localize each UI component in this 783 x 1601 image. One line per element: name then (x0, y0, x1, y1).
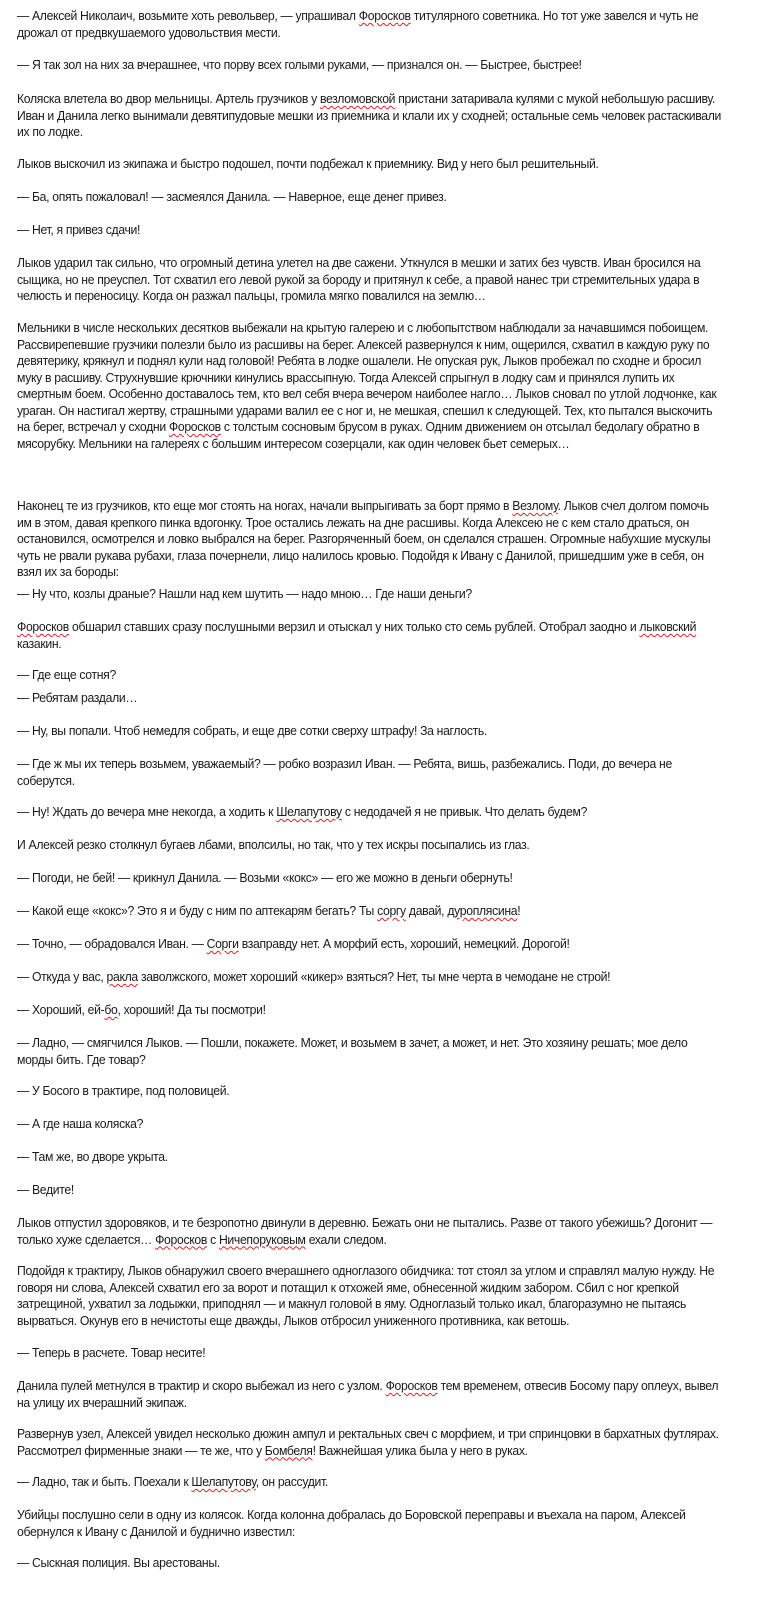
text-run: взаправду нет. А морфий есть, хороший, немецкий. Дорогой! (238, 936, 570, 951)
paragraph (17, 1035, 724, 1068)
text-run: Лыков ударил так сильно, что огромный детина улетел на две сажени. Уткнулся в мешки и затих без чувств. Иван бросился на сыщика, но не преуспел. Тот схватил его левой рукой за бороду и притянул к себе, а правой нанес три стремительных удара в челюсть и переносицу. Когда он разжал пальцы, громила мягко повалился на землю… (17, 255, 701, 303)
text-run: , он рассудит. (255, 1474, 329, 1489)
text-run: ехали следом. (305, 1231, 387, 1247)
misspelled-word[interactable]: Форосков (385, 1378, 438, 1393)
text-run: с толстым сосновым брусом в руках. Одним движением он отсылал бедолагу обратно в мясорубку. Мельники на галереях с большим интересом созерцали, как один человек бьет семерых… (17, 419, 700, 451)
text-run: Данила пулей метнулся в трактир и скоро выбежал из него с узлом. (17, 1378, 386, 1393)
text-run: — Где еще сотня? (17, 667, 116, 682)
paragraph (17, 1182, 724, 1199)
text-run: — Алексей Николаич, возьмите хоть револьвер, — упрашивал (17, 8, 359, 23)
misspelled-word[interactable]: бо (104, 1002, 118, 1017)
misspelled-word[interactable]: Ничепоруковым (218, 1231, 306, 1247)
text-run: — Теперь в расчете. Товар несите! (17, 1345, 206, 1360)
text-run: давай, (405, 903, 448, 918)
text-run: . Лыков счел долгом помочь им в этом, давая крепкого пинка вдогонку. Трое остались лежать на дне расшивы. Когда Алексею не с кем стало драться, он остановился, осмотрелся и ловко выбрался на берег. Разгоряченный боем, он сделался страшен. Огромные набухшие мускулы чуть не рвали рукава рубахи, глаза почернели, лицо налилось кровью. Подойдя к Ивану с Данилой, пришедшим уже в себя, он взял их за бороды: (17, 498, 711, 579)
paragraph (17, 619, 724, 652)
paragraph (17, 1378, 724, 1411)
text-run: — Ну что, козлы драные? Нашли над кем шутить — надо мною… Где наши деньги? (17, 586, 472, 601)
paragraph (17, 57, 724, 74)
misspelled-word[interactable]: дуроплясина (447, 903, 518, 918)
text-run: ! (517, 903, 521, 918)
text-run: — Где ж мы их теперь возьмем, уважаемый? — робко возразил Иван. — Ребята, вишь, разбежались. Поди, до вечера не соберутся. (17, 756, 672, 788)
misspelled-word[interactable]: Форосков (155, 1231, 208, 1247)
text-run: Мельники в числе нескольких десятков выбежали на крытую галерею и с любопытством наблюдали за начавшимся побоищем. Рассвирепевшие грузчики полезли было из расшивы на берег. Алексей развернулся к ним, ощерился, схватил в каждую руку по девятерику, крякнул и поднял кули над головой! Ребята в лодке ошалели. Не опуская рук, Лыков пробежал по сходне и бросил муку в расшиву. Струхнувшие крючники кинулись врассыпную. Тогда Алексей спрыгнул в лодку сам и принялся лупить их смертным боем. Особенно доставалось тем, кто вел себя вчера вечером наиболее нагло… Лыков сновал по утлой лодчонке, как ураган. Он настигал жертву, страшными ударами валил ее с ног и, не мешкая, спешил к следующей. Тех, кто пытался выскочить на берег, встречал у сходни (17, 320, 717, 434)
misspelled-word[interactable]: Шелапутову (191, 1474, 256, 1489)
text-run: — Хороший, ей- (17, 1002, 105, 1017)
text-run: Наконец те из грузчиков, кто еще мог стоять на ногах, начали выпрыгивать за борт прямо в (17, 498, 513, 513)
text-run: — У Босого в трактире, под половицей. (17, 1083, 230, 1098)
text-run: Убийцы послушно сели в одну из колясок. Когда колонна добралась до Боровской переправы и въехала на паром, Алексей обернулся к Ивану с Данилой и буднично известил: (17, 1507, 686, 1539)
paragraph (17, 8, 724, 41)
text-run: — Ба, опять пожаловал! — засмеялся Данила. — Наверное, еще денег привез. (17, 189, 447, 204)
text-run: — Нет, я привез сдачи! (17, 222, 141, 237)
text-run: — Там же, во дворе укрыта. (17, 1149, 168, 1164)
paragraph (17, 1507, 724, 1540)
text-run: — Точно, — обрадовался Иван. — (17, 936, 207, 951)
paragraph (17, 91, 724, 141)
text-run: — Какой еще «кокс»? Это я и буду с ним по аптекарям бегать? Ты (17, 903, 378, 918)
paragraph (17, 936, 724, 953)
misspelled-word[interactable]: ракла (106, 969, 138, 984)
paragraph (17, 1149, 724, 1166)
text-run: тем временем, отвесив Босому пару оплеух, вывел на улицу их вчерашний экипаж. (17, 1378, 719, 1410)
text-run: с недодачей я не привык. Что делать будем? (341, 804, 588, 819)
text-run: титулярного советника. Но тот уже завелся и чуть не дрожал от предвкушаемого удовольствия мести. (17, 8, 699, 40)
paragraph (17, 1083, 724, 1100)
text-run: И Алексей резко столкнул бугаев лбами, вполсилы, но так, что у тех искры посыпались из глаз. (17, 837, 530, 852)
paragraph (17, 837, 724, 854)
text-run: — Ладно, так и быть. Поехали к (17, 1474, 192, 1489)
paragraph (17, 222, 724, 239)
text-run: обшарил ставших сразу послушными верзил и отыскал у них только сто семь рублей. Отобрал заодно и (68, 619, 640, 634)
text-run: Развернув узел, Алексей увидел несколько дюжин ампул и ректальных свеч с морфием, и три спринцовки в бархатных футлярах. Рассмотрел фирменные знаки — те же, что у (17, 1426, 719, 1458)
misspelled-word[interactable]: Форосков (17, 619, 69, 634)
misspelled-word[interactable]: лыковский (639, 619, 697, 634)
paragraph (17, 723, 724, 740)
misspelled-word[interactable]: Бомбеля (264, 1442, 313, 1458)
paragraph (17, 586, 724, 603)
misspelled-word[interactable]: Шелапутову (276, 804, 342, 819)
paragraph (17, 969, 724, 986)
text-run: — А где наша коляска? (17, 1116, 144, 1131)
misspelled-word[interactable]: Форосков (358, 8, 411, 23)
paragraph (17, 756, 724, 789)
text-run: — Откуда у вас, (17, 969, 107, 984)
text-run: — Ребятам раздали… (17, 690, 138, 705)
paragraph (17, 804, 724, 821)
text-run: Коляска влетела во двор мельницы. Артель грузчиков у (17, 91, 320, 106)
text-run: заволжского, может хороший «кикер» взяться? Нет, ты мне черта в чемодане не строй! (137, 969, 611, 984)
text-run: ! Важнейшая улика была у него в руках. (312, 1442, 528, 1458)
text-run: пристани затаривала кулями с мукой небольшую расшиву. Иван и Данила легко вынимали девятипудовые мешки из приемника и клали их у сходней; остальные семь человек растаскивали их по лодке. (17, 91, 722, 139)
text-run: — Сыскная полиция. Вы арестованы. (17, 1555, 220, 1570)
paragraph (17, 1263, 724, 1329)
paragraph (17, 690, 724, 707)
paragraph (17, 189, 724, 206)
paragraph (17, 498, 724, 581)
paragraph (17, 870, 724, 887)
paragraph (17, 903, 724, 920)
paragraph (17, 1474, 724, 1491)
text-run: — Ну! Ждать до вечера мне некогда, а ходить к (17, 804, 277, 819)
misspelled-word[interactable]: Сорги (206, 936, 239, 951)
paragraph (17, 156, 724, 173)
paragraph (17, 1345, 724, 1362)
misspelled-word[interactable]: Везлому (512, 498, 558, 513)
paragraph (17, 255, 724, 305)
paragraph (17, 1555, 724, 1572)
text-run: — Погоди, не бей! — крикнул Данила. — Возьми «кокс» — его же можно в деньги обернуть! (17, 870, 513, 885)
text-run: Подойдя к трактиру, Лыков обнаружил своего вчерашнего одноглазого обидчика: тот стоял за углом и справлял малую нужду. Не говоря ни слова, Алексей схватил его за ворот и потащил к отхожей яме, обнесенной жидким забором. Сбил с ног крепкой затрещиной, ухватил за лодыжки, приподнял — и макнул головой в яму. Одноглазый только икал, благоразумно не пытаясь вырваться. Окунув его в нечистоты еще дважды, Лыков отбросил униженного противника, как ветошь. (17, 1263, 715, 1328)
paragraph (17, 1215, 724, 1248)
misspelled-word[interactable]: везломовской (319, 91, 396, 106)
text-run: , хороший! Да ты посмотри! (117, 1002, 266, 1017)
text-run: — Ну, вы попали. Чтоб немедля собрать, и еще две сотки сверху штрафу! За наглость. (17, 723, 487, 738)
paragraph (17, 320, 724, 452)
misspelled-word[interactable]: соргу (377, 903, 406, 918)
paragraph (17, 1116, 724, 1133)
text-run: с (207, 1231, 219, 1247)
text-run: — Ладно, — смягчился Лыков. — Пошли, покажете. Может, и возьмем в зачет, а может, и нет. Это хозяину решать; мое дело морды бить. Где товар? (17, 1035, 688, 1067)
text-run: — Я так зол на них за вчерашнее, что порву всех голыми руками, — признался он. — Быстрее, быстрее! (17, 57, 582, 72)
paragraph (17, 1002, 724, 1019)
text-run: — Ведите! (17, 1182, 74, 1197)
text-run: казакин. (17, 635, 62, 651)
text-run: Лыков отпустил здоровяков, и те безропотно двинули в деревню. Бежать они не пытались. Разве от такого убежишь? Догонит — только хуже сделается… (17, 1215, 713, 1247)
paragraph (17, 667, 724, 684)
paragraph (17, 1426, 724, 1459)
misspelled-word[interactable]: Форосков (168, 419, 221, 434)
text-run: Лыков выскочил из экипажа и быстро подошел, почти подбежал к приемнику. Вид у него был решительный. (17, 156, 599, 171)
